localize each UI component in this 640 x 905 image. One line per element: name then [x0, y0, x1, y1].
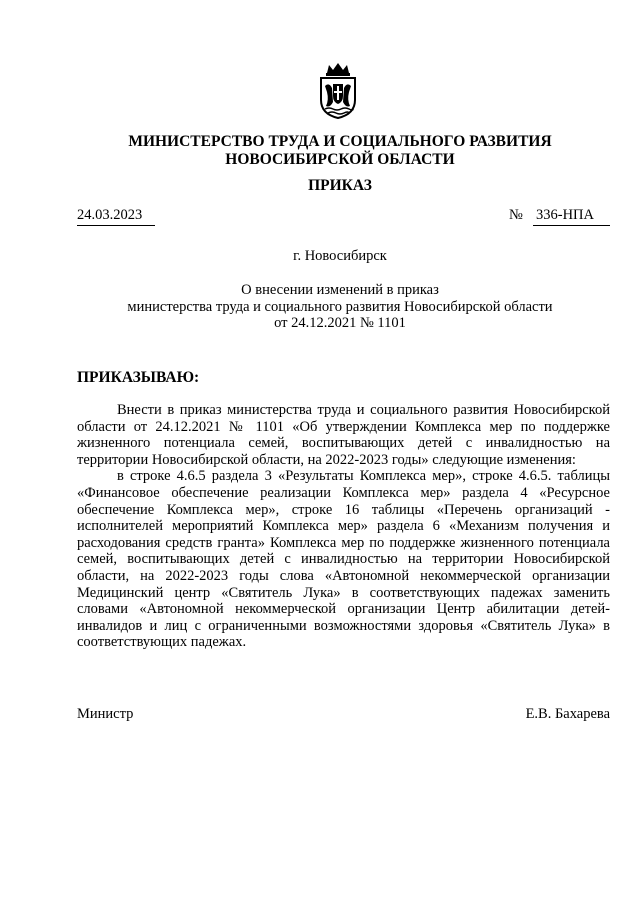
signatory-title: Министр	[77, 706, 134, 722]
city: г. Новосибирск	[293, 248, 387, 264]
coat-of-arms-icon	[313, 62, 363, 120]
subject-line-2: министерства труда и социального развития Новосибирской области	[127, 298, 553, 315]
body-paragraph-1: Внести в приказ министерства труда и социального развития Новосибирской области от 24.12.2021 № 1101 «Об утверждении Комплекса мер по поддержке жизненного потенциала семей, воспитывающих детей с инвалидностью на территории Новосибирской области, на 2022-2023 годы» следующие изменения:	[77, 402, 610, 468]
number-underline	[533, 225, 610, 226]
organization-line-1: МИНИСТЕРСТВО ТРУДА И СОЦИАЛЬНОГО РАЗВИТИЯ	[128, 133, 552, 150]
document-type: ПРИКАЗ	[308, 177, 372, 194]
date-underline	[77, 225, 155, 226]
document-body	[77, 402, 610, 651]
subject-line-3: от 24.12.2021 № 1101	[274, 315, 406, 331]
number-sign: №	[509, 207, 523, 223]
subject-line-1: О внесении изменений в приказ	[241, 282, 439, 298]
body-paragraph-2: в строке 4.6.5 раздела 3 «Результаты Комплекса мер», строке 4.6.5. таблицы «Финансовое обеспечение реализации Комплекса мер» раздела 4 «Ресурсное обеспечение Комплекса мер», строке 16 таблицы «Перечень организаций - исполнителей мероприятий Комплекса мер» раздела 6 «Механизм получения и расходования средств гранта» Комплекса мер по поддержке жизненного потенциала семей, воспитывающих детей с инвалидностью на территории Новосибирской области, на 2022-2023 годы слова «Автономной некоммерческой организации Медицинский центр «Святитель Лука» в соответствующих падежах заменить словами «Автономной некоммерческой организации Центр абилитации детей-инвалидов и лиц с ограниченными возможностями здоровья «Святитель Лука» в соответствующих падежах.	[77, 468, 610, 651]
order-word: ПРИКАЗЫВАЮ:	[77, 369, 200, 386]
organization-name	[40, 133, 640, 169]
organization-line-2: НОВОСИБИРСКОЙ ОБЛАСТИ	[225, 151, 455, 168]
document-subject	[100, 282, 580, 332]
document-number: 336-НПА	[536, 207, 594, 223]
document-date: 24.03.2023	[77, 207, 143, 223]
signatory-name: Е.В. Бахарева	[525, 706, 610, 722]
